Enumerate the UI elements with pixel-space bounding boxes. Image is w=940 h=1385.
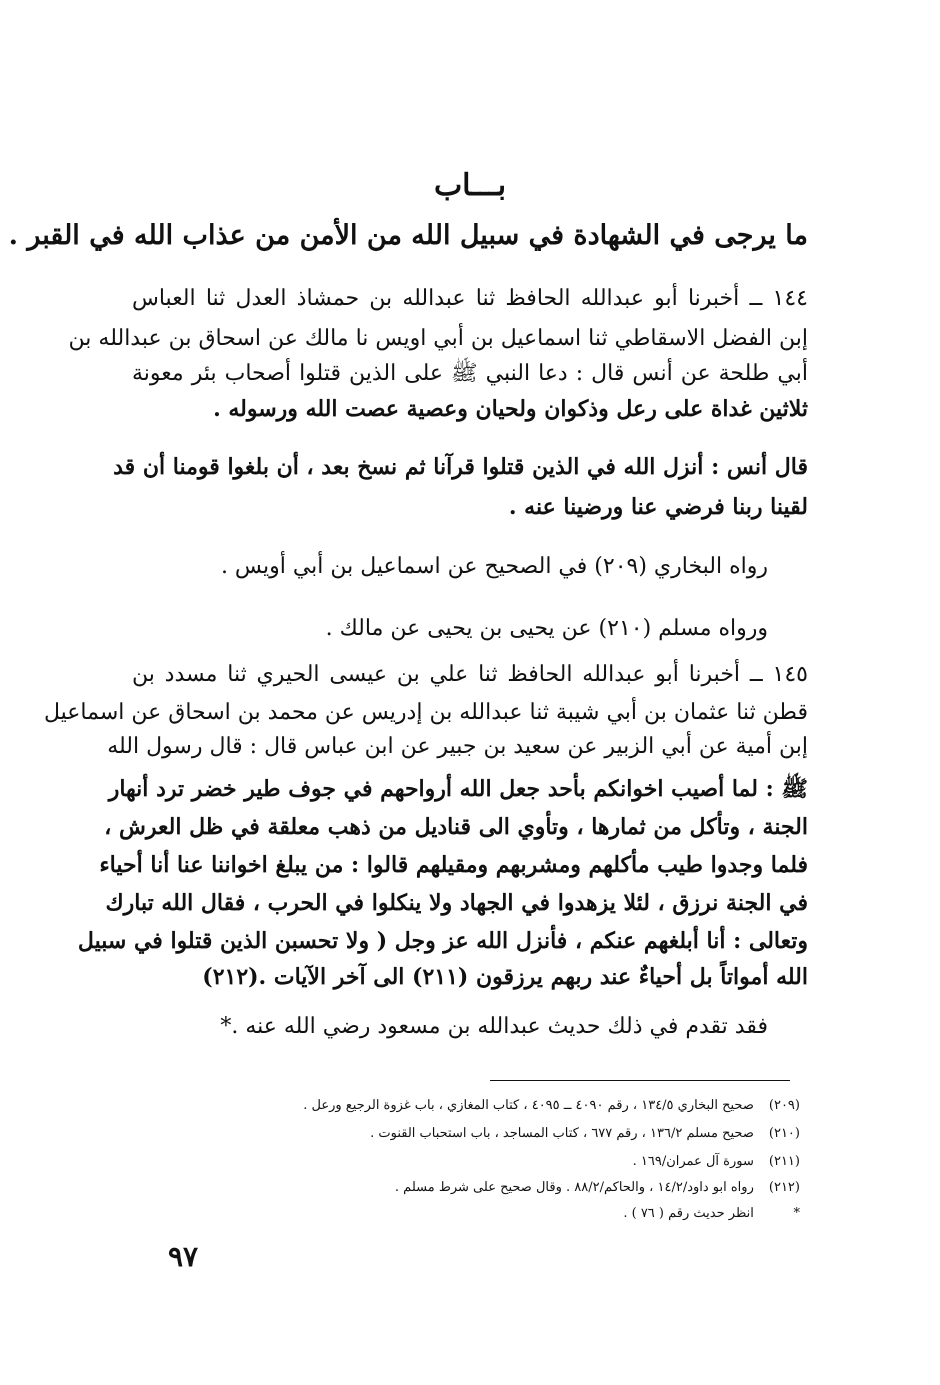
hadith-145-line-7: في الجنة نرزق ، لئلا يزهدوا في الجهاد ولا ينكلوا في الحرب ، فقال الله تبارك xyxy=(105,890,808,916)
footnote-number: (٢١٠) xyxy=(768,1126,800,1141)
hadith-145-line-8: وتعالى : أنا أبلغهم عنكم ، فأنزل الله عز وجل ( ولا تحسبن الذين قتلوا في سبيل xyxy=(77,928,808,954)
footnote-211 xyxy=(140,1152,800,1172)
footnote-text: صحيح مسلم ١٣٦/٢ ، رقم ٦٧٧ ، كتاب المساجد ، باب استحباب القنوت . xyxy=(370,1126,754,1141)
footnote-number: (٢١١) xyxy=(768,1154,800,1169)
footnote-number: * xyxy=(793,1206,800,1221)
hadith-145-line-3: إبن أمية عن أبي الزبير عن سعيد بن جبير عن ابن عباس قال : قال رسول الله xyxy=(107,734,808,759)
footnote-star xyxy=(140,1204,800,1224)
chapter-subtitle: ما يرجى في الشهادة في سبيل الله من الأمن من عذاب الله في القبر . xyxy=(8,220,808,251)
hadith-145-line-1: ١٤٥ ــ أخبرنا أبو عبدالله الحافظ ثنا علي بن عيسى الحيري ثنا مسدد بن xyxy=(132,662,808,687)
footnote-number: (٢١٢) xyxy=(768,1180,800,1195)
page-number: ٩٧ xyxy=(168,1240,199,1273)
anas-line-1: قال أنس : أنزل الله في الذين قتلوا قرآنا ثم نسخ بعد ، أن بلغوا قومنا أن قد xyxy=(113,454,808,480)
hadith-145-line-4: ﷺ : لما أصيب اخوانكم بأحد جعل الله أرواحهم في جوف طير خضر ترد أنهار xyxy=(108,776,808,802)
narration-bukhari: رواه البخاري (٢٠٩) في الصحيح عن اسماعيل بن أبي أويس . xyxy=(220,554,768,579)
footnote-209 xyxy=(140,1096,800,1116)
footnote-text: صحيح البخاري ١٣٤/٥ ، رقم ٤٠٩٠ ــ ٤٠٩٥ ، كتاب المغازي ، باب غزوة الرجيع ورعل . xyxy=(303,1098,754,1113)
footnote-text: رواه ابو داود/١٤/٢ ، والحاكم/٨٨/٢ . وقال صحيح على شرط مسلم . xyxy=(394,1180,754,1195)
footnote-text: سورة آل عمران/١٦٩ . xyxy=(632,1154,754,1169)
hadith-145-closing: فقد تقدم في ذلك حديث عبدالله بن مسعود رضي الله عنه .* xyxy=(220,1014,768,1039)
narration-muslim: ورواه مسلم (٢١٠) عن يحيى بن يحيى عن مالك . xyxy=(325,616,768,641)
hadith-145-line-5: الجنة ، وتأكل من ثمارها ، وتأوي الى قناديل من ذهب معلقة في ظل العرش ، xyxy=(104,814,808,840)
footnote-212 xyxy=(140,1178,800,1198)
footnote-number: (٢٠٩) xyxy=(768,1098,800,1113)
hadith-144-line-2: إبن الفضل الاسقاطي ثنا اسماعيل بن أبي اويس نا مالك عن اسحاق بن عبدالله بن xyxy=(68,326,808,351)
hadith-145-line-9: الله أمواتاً بل أحياءٌ عند ربهم يرزقون (٢١١) الى آخر الآيات .(٢١٢) xyxy=(202,964,808,990)
footnote-text: انظر حديث رقم ( ٧٦ ) . xyxy=(623,1206,754,1221)
hadith-144-line-1: ١٤٤ ــ أخبرنا أبو عبدالله الحافظ ثنا عبدالله بن حمشاذ العدل ثنا العباس xyxy=(132,286,808,311)
hadith-145-line-2: قطن ثنا عثمان بن أبي شيبة ثنا عبدالله بن إدريس عن محمد بن اسحاق عن اسماعيل xyxy=(44,700,808,725)
anas-line-2: لقينا ربنا فرضي عنا ورضينا عنه . xyxy=(508,494,808,520)
hadith-144-line-3: أبي طلحة عن أنس قال : دعا النبي ﷺ على الذين قتلوا أصحاب بئر معونة xyxy=(132,361,808,386)
hadith-145-line-6: فلما وجدوا طيب مأكلهم ومشربهم ومقيلهم قالوا : من يبلغ اخواننا عنا أنا أحياء xyxy=(99,852,808,878)
footnote-210 xyxy=(140,1124,800,1144)
hadith-144-line-4: ثلاثين غداة على رعل وذكوان ولحيان وعصية عصت الله ورسوله . xyxy=(213,396,808,422)
chapter-title: بـــاب xyxy=(433,168,507,203)
footnote-divider xyxy=(490,1080,790,1081)
